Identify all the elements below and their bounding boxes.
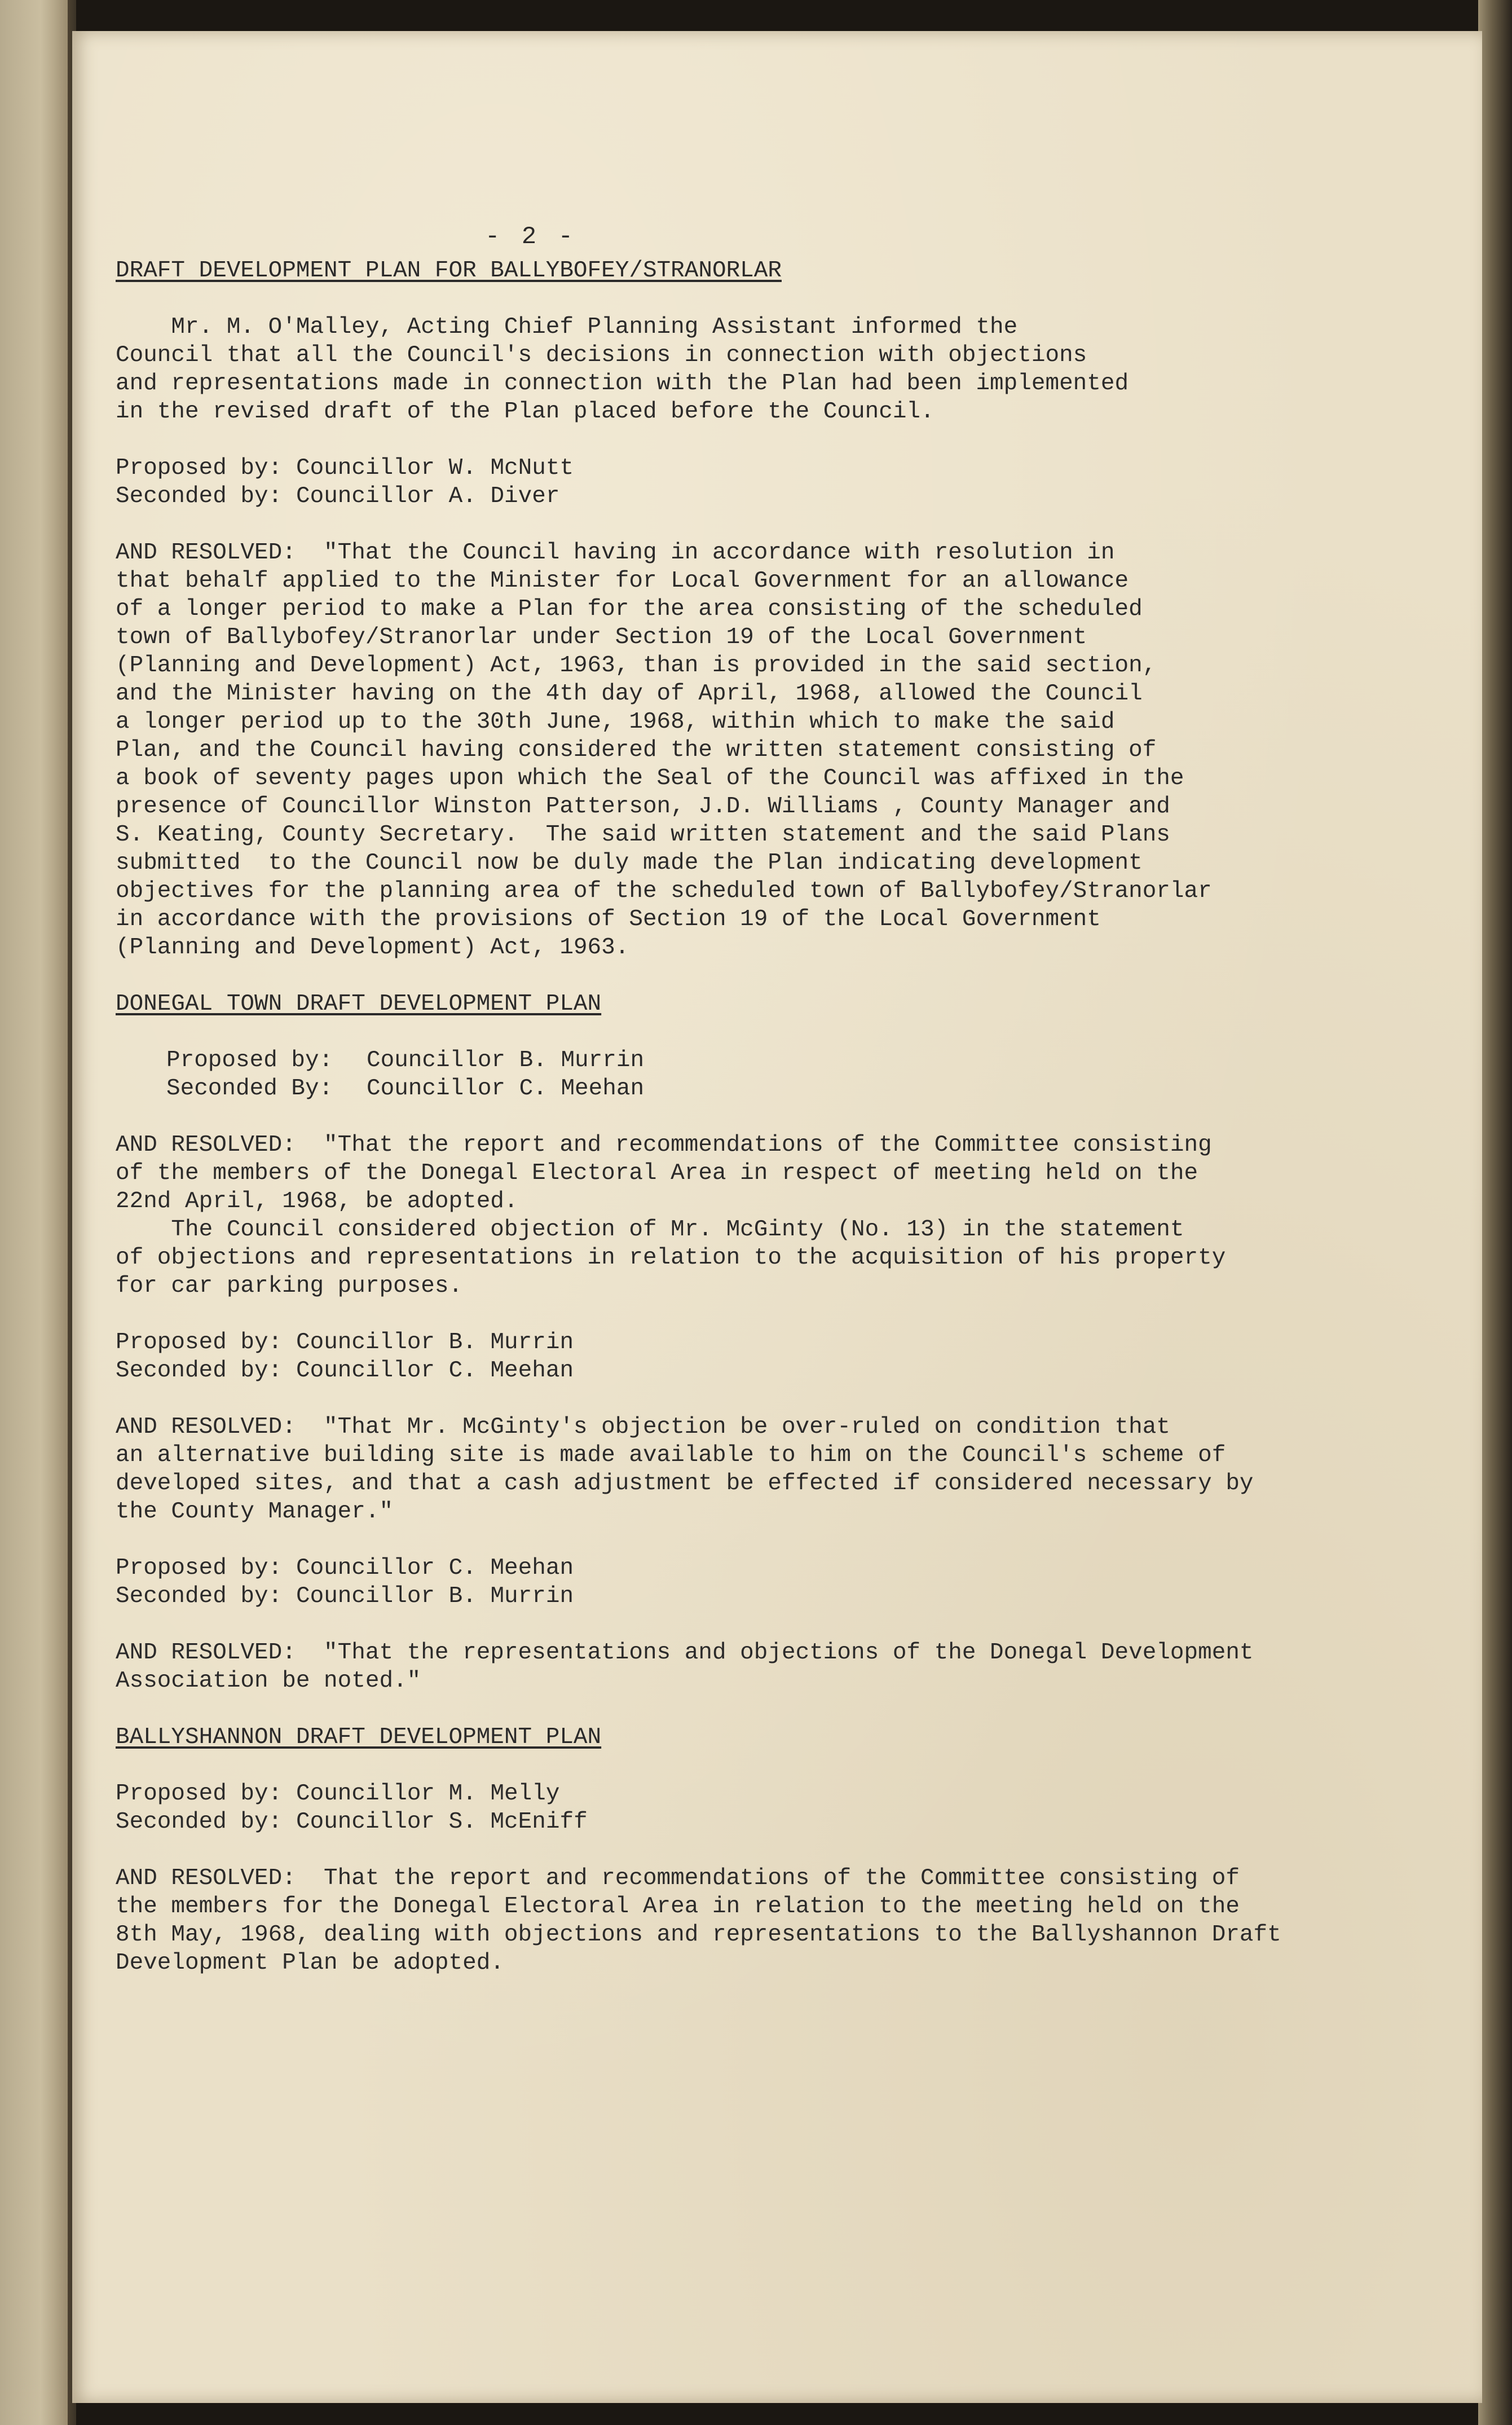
resolution-line: The Council considered objection of Mr. McGinty (No. 13) in the statement [116,1217,1184,1243]
resolution-line: for car parking purposes. [116,1273,463,1299]
resolution-line: AND RESOLVED: "That the Council having in accordance with resolution in [116,540,1115,566]
resolution-line: Plan, and the Council having considered the written statement consisting of [116,737,1157,763]
intro-line: Council that all the Council's decisions in connection with objections [116,342,1087,368]
resolution-line: the County Manager." [116,1499,394,1525]
resolution-line: (Planning and Development) Act, 1963, than is provided in the said section, [116,653,1157,679]
proposer-name: Councillor B. Murrin [367,1048,645,1073]
resolution-line: (Planning and Development) Act, 1963. [116,935,629,961]
resolution-line: and the Minister having on the 4th day of April, 1968, allowed the Council [116,681,1143,707]
seconder-name: Councillor A. Diver [296,483,560,509]
resolution-line: a book of seventy pages upon which the Seal of the Council was affixed in the [116,765,1184,791]
seconded-label: Seconded By: [166,1076,333,1102]
proposer-name: Councillor C. Meehan [296,1555,574,1581]
resolution-line: submitted to the Council now be duly made the Plan indicating development [116,850,1143,876]
seconded-label: Seconded by: [116,1583,283,1609]
intro-line: Mr. M. O'Malley, Acting Chief Planning Assistant informed the [116,314,1018,340]
section-heading-ballyshannon: BALLYSHANNON DRAFT DEVELOPMENT PLAN [116,1724,602,1750]
resolution-line: developed sites, and that a cash adjustment be effected if considered necessary by [116,1471,1254,1497]
resolution-line: of the members of the Donegal Electoral Area in respect of meeting held on the [116,1160,1198,1186]
right-page-edge [1478,0,1512,2425]
proposer-row [116,1780,1328,1808]
proposed-label: Proposed by: [166,1048,333,1073]
proposed-label: Proposed by: [116,1555,283,1581]
resolution-line: Development Plan be adopted. [116,1950,504,1976]
previous-page-edge [0,0,68,2425]
seconded-label: Seconded by: [116,1809,283,1835]
proposer-row [116,1046,1328,1075]
resolution-line: of a longer period to make a Plan for the area consisting of the scheduled [116,596,1143,622]
resolution-line: 22nd April, 1968, be adopted. [116,1189,518,1214]
seconder-row [116,1582,1328,1610]
resolution-line: of objections and representations in relation to the acquisition of his property [116,1245,1226,1271]
resolution-line: AND RESOLVED: "That the representations and objections of the Donegal Development [116,1640,1254,1666]
proposer-name: Councillor M. Melly [296,1781,560,1807]
section-heading-ballybofey: DRAFT DEVELOPMENT PLAN FOR BALLYBOFEY/STRANORLAR [116,258,782,284]
page-number: - 2 - [485,223,577,251]
resolution-line: S. Keating, County Secretary. The said written statement and the said Plans [116,822,1170,848]
seconder-row [116,1808,1328,1836]
seconder-row [116,1075,1328,1103]
resolution-line: the members for the Donegal Electoral Area in relation to the meeting held on the [116,1894,1240,1920]
resolution-line: a longer period up to the 30th June, 1968, within which to make the said [116,709,1115,735]
intro-line: in the revised draft of the Plan placed before the Council. [116,399,934,425]
proposer-row [116,1554,1328,1582]
resolution-line: that behalf applied to the Minister for Local Government for an allowance [116,568,1129,594]
section-heading-donegal-town: DONEGAL TOWN DRAFT DEVELOPMENT PLAN [116,991,602,1017]
proposed-label: Proposed by: [116,455,283,481]
resolution-line: presence of Councillor Winston Patterson, J.D. Williams , County Manager and [116,794,1170,820]
proposed-label: Proposed by: [116,1330,283,1355]
seconder-name: Councillor C. Meehan [367,1076,645,1102]
proposer-name: Councillor B. Murrin [296,1330,574,1355]
seconder-name: Councillor C. Meehan [296,1358,574,1384]
seconder-name: Councillor B. Murrin [296,1583,574,1609]
resolution-line: an alternative building site is made available to him on the Council's scheme of [116,1442,1226,1468]
seconder-name: Councillor S. McEniff [296,1809,588,1835]
resolution-line: in accordance with the provisions of Section 19 of the Local Government [116,906,1101,932]
seconded-label: Seconded by: [116,483,283,509]
resolution-line: AND RESOLVED: "That Mr. McGinty's objection be over-ruled on condition that [116,1414,1170,1440]
seconder-row [116,482,1328,510]
seconded-label: Seconded by: [116,1358,283,1384]
intro-line: and representations made in connection with the Plan had been implemented [116,371,1129,397]
proposed-label: Proposed by: [116,1781,283,1807]
resolution-line: AND RESOLVED: "That the report and recommendations of the Committee consisting [116,1132,1212,1158]
proposer-row [116,1328,1328,1357]
proposer-row [116,454,1328,482]
resolution-line: objectives for the planning area of the scheduled town of Ballybofey/Stranorlar [116,878,1212,904]
resolution-line: Association be noted." [116,1668,421,1694]
resolution-line: 8th May, 1968, dealing with objections and representations to the Ballyshannon Draft [116,1922,1281,1948]
resolution-line: AND RESOLVED: That the report and recommendations of the Committee consisting of [116,1865,1240,1891]
document-content [116,217,1328,1977]
resolution-line: town of Ballybofey/Stranorlar under Section 19 of the Local Government [116,624,1087,650]
seconder-row [116,1357,1328,1385]
proposer-name: Councillor W. McNutt [296,455,574,481]
